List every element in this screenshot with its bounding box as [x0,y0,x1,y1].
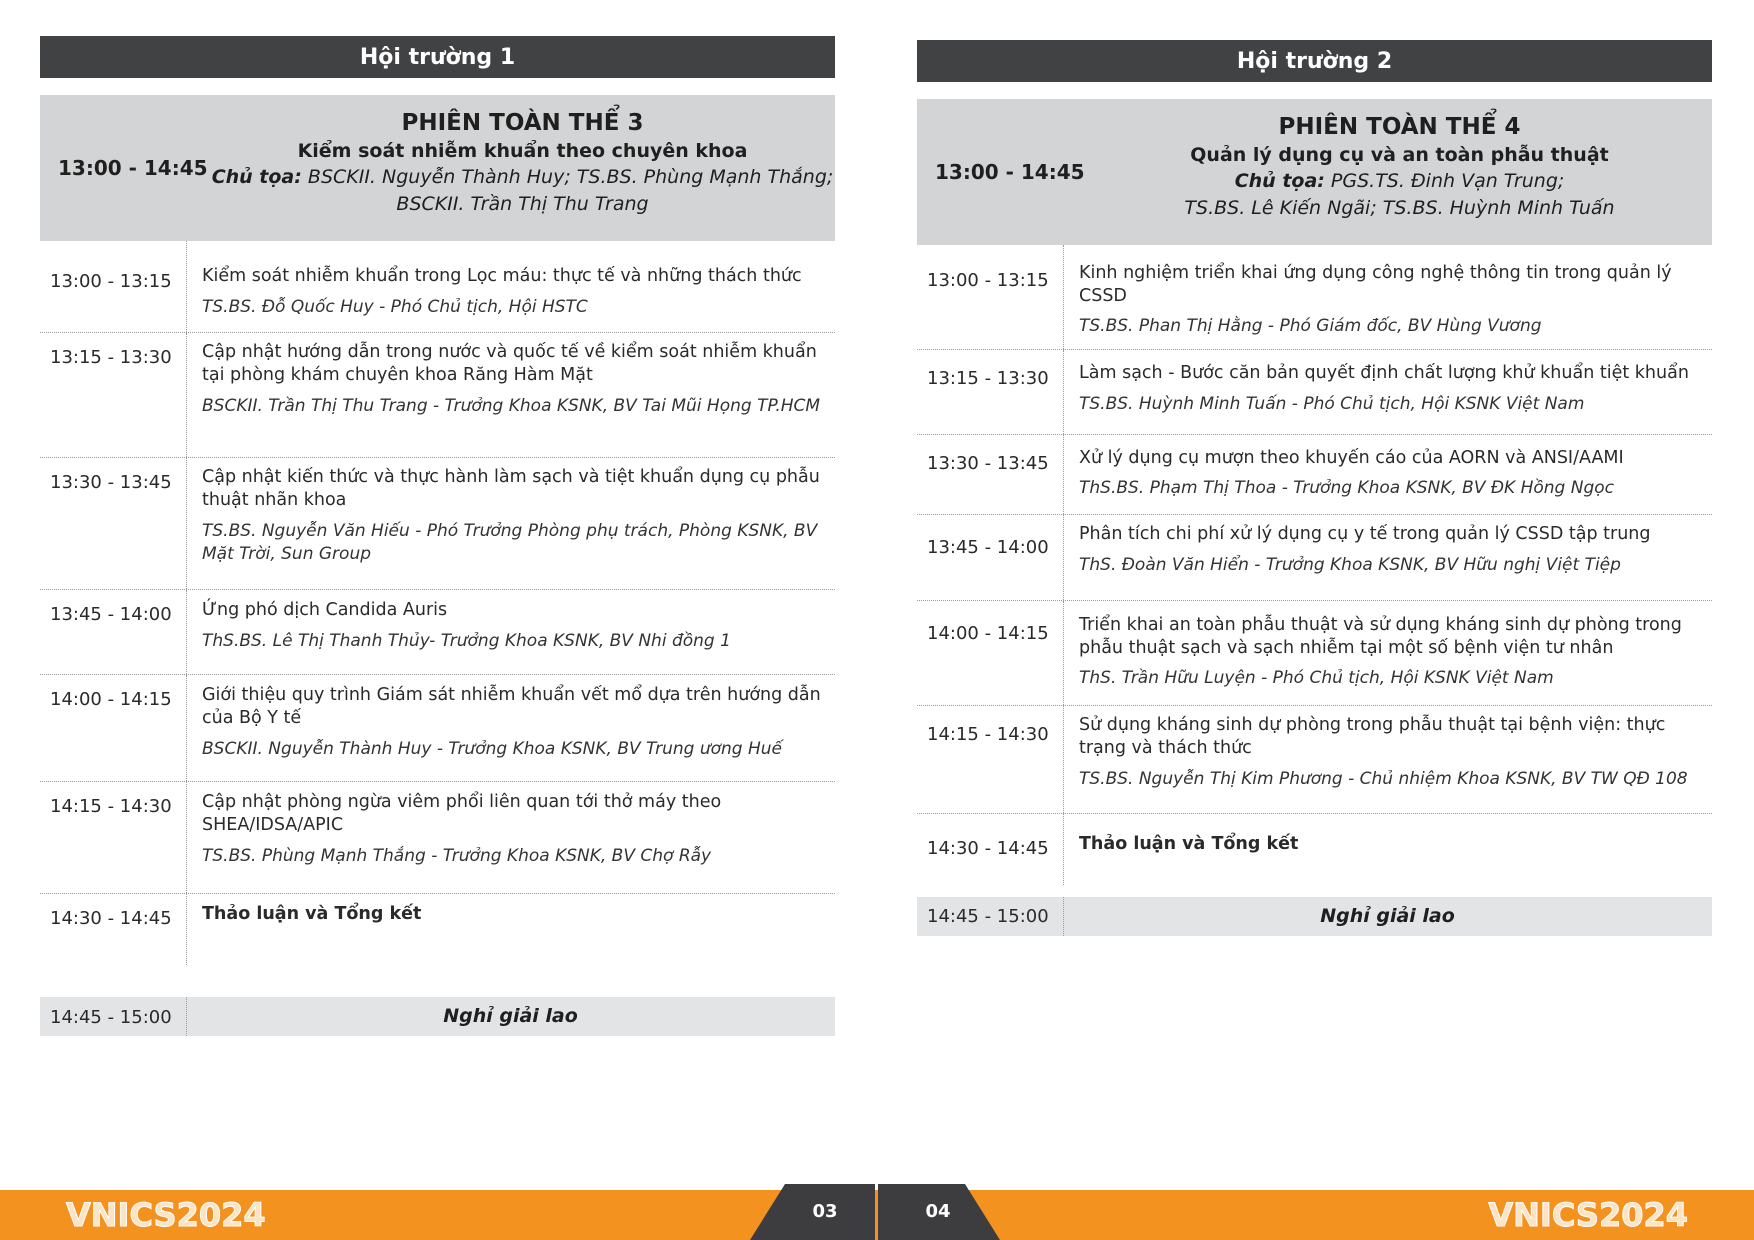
talk-title: Giới thiệu quy trình Giám sát nhiễm khuẩn vết mổ dựa trên hướng dẫn của Bộ Y tế [202,685,821,728]
speaker: TS.BS. Phùng Mạnh Thắng - Trưởng Khoa KSNK, BV Chợ Rẫy [202,846,712,866]
break-row [40,997,835,1036]
brand-right: VNICS2024 [1488,1196,1688,1234]
table-row [40,894,835,965]
page-number-left: 03 [812,1201,838,1222]
table-row [40,241,835,333]
row-time: 14:30 - 14:45 [50,908,172,929]
row-time: 13:15 - 13:30 [50,347,172,368]
talk-title: Làm sạch - Bước căn bản quyết định chất lượng khử khuẩn tiệt khuẩn [1079,363,1689,383]
plenary-chairs [210,164,835,218]
row-time: 14:00 - 14:15 [50,689,172,710]
hall-2-header: Hội trường 2 [917,40,1712,82]
talk-title: Cập nhật phòng ngừa viêm phổi liên quan tới thở máy theo SHEA/IDSA/APIC [202,792,722,835]
row-time: 13:30 - 13:45 [50,472,172,493]
speaker: TS.BS. Huỳnh Minh Tuấn - Phó Chủ tịch, Hội KSNK Việt Nam [1079,394,1585,414]
talk-title: Xử lý dụng cụ mượn theo khuyến cáo của AORN và ANSI/AAMI [1079,448,1624,468]
plenary-session-4 [917,99,1712,245]
page-number-right: 04 [925,1201,951,1222]
hall-1-column [40,36,835,1028]
speaker: ThS.BS. Phạm Thị Thoa - Trưởng Khoa KSNK, BV ĐK Hồng Ngọc [1079,478,1615,498]
table-row [917,350,1712,435]
table-row [917,245,1712,350]
break-row [917,897,1712,936]
plenary-chairs [1087,168,1712,222]
plenary-time: 13:00 - 14:45 [935,160,1085,184]
row-time: 13:30 - 13:45 [927,453,1049,474]
row-time: 14:00 - 14:15 [927,623,1049,644]
hall-2-column [917,40,1712,940]
speaker: TS.BS. Nguyễn Văn Hiếu - Phó Trưởng Phòng phụ trách, Phòng KSNK, BV Mặt Trời, Sun Group [202,521,818,564]
chair-line-2: BSCKII. Trần Thị Thu Trang [396,193,649,215]
plenary-subtitle: Quản lý dụng cụ và an toàn phẫu thuật [1190,144,1609,166]
plenary-title: PHIÊN TOÀN THỂ 3 [401,110,644,136]
row-time: 14:15 - 14:30 [927,724,1049,745]
chair-label: Chủ tọa: [1234,170,1325,192]
speaker: BSCKII. Nguyễn Thành Huy - Trưởng Khoa KSNK, BV Trung ương Huế [202,739,782,759]
row-time: 13:00 - 13:15 [927,270,1049,291]
chair-line-1: BSCKII. Nguyễn Thành Huy; TS.BS. Phùng Mạnh Thắng; [307,166,834,188]
talk-title: Kinh nghiệm triển khai ứng dụng công nghệ thông tin trong quản lý CSSD [1079,263,1672,306]
table-row [40,782,835,894]
speaker: TS.BS. Nguyễn Thị Kim Phương - Chủ nhiệm Khoa KSNK, BV TW QĐ 108 [1079,769,1688,789]
row-time: 13:45 - 14:00 [927,537,1049,558]
break-label: Nghỉ giải lao [1320,905,1455,927]
row-time: 13:45 - 14:00 [50,604,172,625]
hall-1-header: Hội trường 1 [40,36,835,78]
speaker: TS.BS. Đỗ Quốc Huy - Phó Chủ tịch, Hội HSTC [202,297,588,317]
table-row [40,675,835,782]
talk-title: Ứng phó dịch Candida Auris [202,600,448,620]
row-time: 13:15 - 13:30 [927,368,1049,389]
plenary-subtitle: Kiểm soát nhiễm khuẩn theo chuyên khoa [297,140,748,162]
talk-title: Thảo luận và Tổng kết [1079,834,1299,854]
row-time: 14:30 - 14:45 [927,838,1049,859]
brand-left: VNICS2024 [66,1196,266,1234]
talk-title: Phân tích chi phí xử lý dụng cụ y tế trong quản lý CSSD tập trung [1079,524,1651,544]
table-row [917,706,1712,814]
talk-title: Cập nhật kiến thức và thực hành làm sạch và tiệt khuẩn dụng cụ phẫu thuật nhãn khoa [202,467,820,510]
break-label: Nghỉ giải lao [443,1005,578,1027]
table-row [917,515,1712,601]
plenary-title: PHIÊN TOÀN THỂ 4 [1278,114,1521,140]
speaker: ThS. Trần Hữu Luyện - Phó Chủ tịch, Hội KSNK Việt Nam [1079,668,1554,688]
talk-title: Triển khai an toàn phẫu thuật và sử dụng kháng sinh dự phòng trong phẫu thuật sạch và sạch nhiễm tại một số bệnh viện tư nhân [1079,615,1682,658]
plenary-session-3 [40,95,835,241]
table-row [917,814,1712,885]
speaker: ThS. Đoàn Văn Hiển - Trưởng Khoa KSNK, BV Hữu nghị Việt Tiệp [1079,555,1621,575]
talk-title: Kiểm soát nhiễm khuẩn trong Lọc máu: thực tế và những thách thức [202,266,802,286]
speaker: ThS.BS. Lê Thị Thanh Thủy- Trưởng Khoa KSNK, BV Nhi đồng 1 [202,631,731,651]
table-row [917,601,1712,706]
table-row [40,333,835,458]
speaker: TS.BS. Phan Thị Hằng - Phó Giám đốc, BV Hùng Vương [1079,316,1542,336]
talk-title: Cập nhật hướng dẫn trong nước và quốc tế về kiểm soát nhiễm khuẩn tại phòng khám chuyên khoa Răng Hàm Mặt [202,342,817,385]
plenary-time: 13:00 - 14:45 [58,156,208,180]
talk-title: Thảo luận và Tổng kết [202,904,422,924]
row-time: 14:15 - 14:30 [50,796,172,817]
row-time: 14:45 - 15:00 [50,1007,172,1028]
row-time: 13:00 - 13:15 [50,271,172,292]
table-row [917,435,1712,515]
table-row [40,590,835,675]
speaker: BSCKII. Trần Thị Thu Trang - Trưởng Khoa KSNK, BV Tai Mũi Họng TP.HCM [202,396,821,416]
row-time: 14:45 - 15:00 [927,906,1049,927]
chair-label: Chủ tọa: [211,166,302,188]
table-row [40,458,835,590]
chair-line-2: TS.BS. Lê Kiến Ngãi; TS.BS. Huỳnh Minh Tuấn [1184,197,1615,219]
chair-line-1: PGS.TS. Đinh Vạn Trung; [1330,170,1565,192]
talk-title: Sử dụng kháng sinh dự phòng trong phẫu thuật tại bệnh viện: thực trạng và thách thức [1079,715,1666,758]
